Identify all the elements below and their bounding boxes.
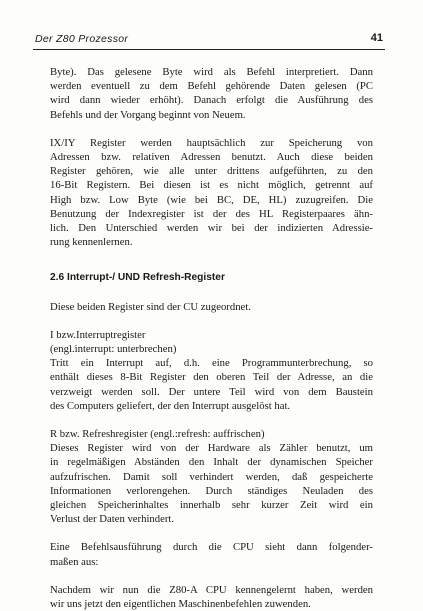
text-line: in regelmäßigen Abständen den Inhalt der dynamischen Speicher (50, 456, 373, 469)
paragraph-byte (50, 65, 373, 122)
text-line: maßen aus: (50, 555, 99, 568)
text-line: 16-Bit Registern. Bei diesen ist es nicht möglich, getrennt auf (50, 179, 373, 192)
text-line: IX/IY Register werden hauptsächlich zur Speicherung von (50, 136, 373, 149)
text-line: des Computers geliefert, der den Interrupt ausgelöst hat. (50, 399, 291, 412)
text-line: Verlust der Daten verhindert. (50, 513, 175, 526)
paragraph-nachdem (50, 583, 373, 611)
text-line: verzweigt werden soll. Der untere Teil wird von dem Baustein (50, 385, 373, 398)
paragraph-cu (50, 300, 373, 314)
text-line: Diese beiden Register sind der CU zugeordnet. (50, 300, 251, 313)
text-line: Eine Befehlsausführung durch die CPU sieht dann folgender- (50, 541, 373, 554)
text-line: Tritt ein Interrupt auf, d.h. eine Programmunterbrechung, so (50, 357, 373, 370)
text-line: Benutzung der Indexregister ist der des HL Registerpaares ähn- (50, 207, 373, 220)
text-line: enthält dieses 8-Bit Register den oberen Teil der Adresse, an die (50, 371, 373, 384)
text-line: Befehls und der Vorgang beginnt von Neuem. (50, 108, 246, 121)
paragraph-befehlsausfuehrung (50, 540, 373, 568)
page-number: 41 (370, 32, 383, 44)
text-line: Adressen bzw. relativen Adressen benutzt. Auch diese beiden (50, 151, 373, 164)
text-line: Dieses Register wird von der Hardware als Zähler benutzt, um (50, 442, 373, 455)
text-line: wird dann wieder erhöht). Danach erfolgt die Ausführung des (50, 94, 373, 107)
running-header (33, 31, 385, 50)
text-line: rung kennenlernen. (50, 236, 133, 249)
text-line: High bzw. Low Byte (wie bei BC, DE, HL) zuzugreifen. Die (50, 193, 373, 206)
text-line: Nachdem wir nun die Z80-A CPU kennengelernt haben, werden (50, 583, 373, 596)
text-line: werden eventuell zu dem Befehl gehörende Daten gelesen (PC (50, 80, 373, 93)
refresh-register-block (50, 427, 373, 526)
text-line: aufzufrischen. Damit soll verhindert werden, daß gespeicherte (50, 470, 373, 483)
header-title: Der Z80 Prozessor (35, 33, 129, 45)
text-line: wir uns jetzt den eigentlichen Maschinenbefehlen zuwenden. (50, 598, 311, 611)
interrupt-register-subtitle: (engl.interrupt: unterbrechen) (50, 343, 177, 356)
refresh-register-title: R bzw. Refreshregister (engl.:refresh: auffrischen) (50, 428, 265, 441)
text-line: Register gehören, wie alle unter drittens aufgeführten, zu den (50, 165, 373, 178)
text-line: lich. Den Unterschied werden wir bei der indizierten Adressie- (50, 222, 373, 235)
paragraph-ixiy-register (50, 136, 373, 250)
text-line: Byte). Das gelesene Byte wird als Befehl interpretiert. Dann (50, 66, 373, 78)
page-body (50, 65, 373, 611)
text-line: Informationen verlorengehen. Durch ständiges Neuladen des (50, 484, 373, 497)
interrupt-register-block (50, 328, 373, 413)
text-line: gleichen Speicherinhaltes innerhalb sehr kurzer Zeit wird ein (50, 499, 373, 512)
section-heading: 2.6 Interrupt-/ UND Refresh-Register (50, 272, 225, 284)
interrupt-register-title: I bzw.Interruptregister (50, 328, 146, 341)
